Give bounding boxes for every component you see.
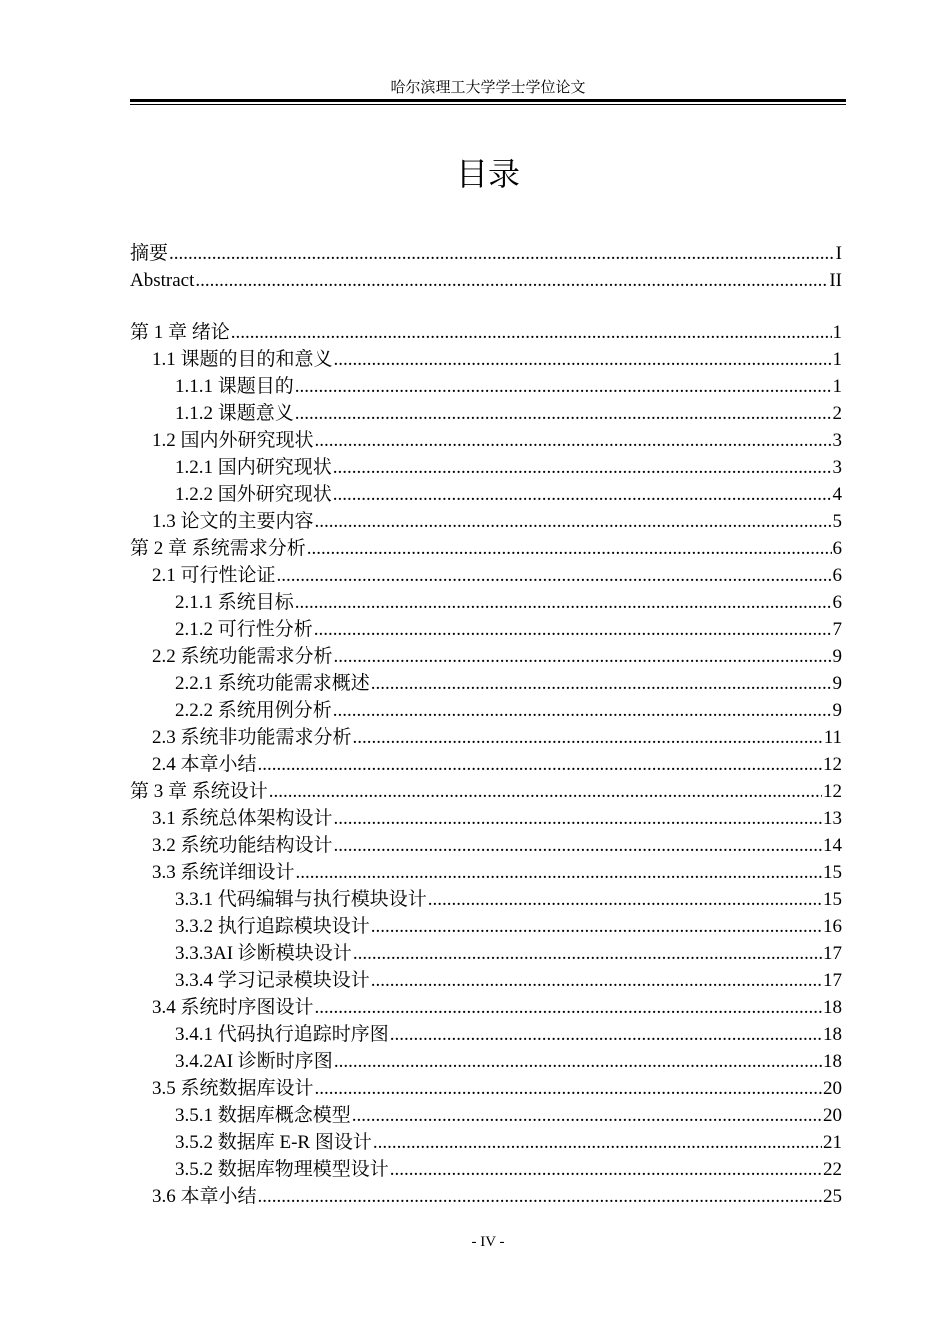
toc-entry-label: 3.1 系统总体架构设计 [152,808,333,829]
toc-entry-page: I [835,243,842,264]
toc-entry[interactable] [152,724,842,751]
dot-leader [295,589,832,616]
toc-entry-page: 2 [832,403,842,424]
dot-leader [333,454,832,481]
toc-entry-page: 3 [832,457,842,478]
toc-entry[interactable] [175,400,842,427]
toc-entry-label: 2.1 可行性论证 [152,565,276,586]
toc-entry-page: 17 [823,943,842,964]
toc-entry-label: 2.1.2 可行性分析 [175,619,313,640]
dot-leader [371,913,822,940]
dot-leader [314,616,832,643]
toc-entry-page: 12 [823,781,842,802]
toc-entry-label: 3.3.3AI 诊断模块设计 [175,943,352,964]
toc-entry-page: 3 [832,430,842,451]
toc-entry-page: 11 [823,727,842,748]
dot-leader [169,240,835,267]
dot-leader [307,535,832,562]
toc-entry-page: 5 [832,511,842,532]
toc-entry-page: 9 [832,673,842,694]
toc-entry-label: 2.2.1 系统功能需求概述 [175,673,370,694]
toc-entry[interactable] [152,859,842,886]
dot-leader [334,805,822,832]
toc-entry-label: 1.3 论文的主要内容 [152,511,314,532]
dot-leader [295,373,832,400]
toc-entry-label: 3.3.2 执行追踪模块设计 [175,916,370,937]
dot-leader [315,508,832,535]
dot-leader [371,670,832,697]
toc-entry-label: 第 3 章 系统设计 [130,781,268,802]
toc-entry[interactable] [152,994,842,1021]
toc-entry-page: 1 [832,349,842,370]
toc-entry-page: 25 [823,1186,842,1207]
dot-leader [352,1102,822,1129]
toc-entry-label: 2.1.1 系统目标 [175,592,294,613]
toc-entry-page: 12 [823,754,842,775]
dot-leader [315,1075,822,1102]
dot-leader [269,778,822,805]
toc-entry-page: 9 [832,646,842,667]
toc-entry-label: 3.6 本章小结 [152,1186,257,1207]
toc-entry[interactable] [175,670,842,697]
toc-entry-label: 3.3.4 学习记录模块设计 [175,970,370,991]
toc-entry[interactable] [175,589,842,616]
toc-entry[interactable] [152,346,842,373]
toc-entry[interactable] [175,886,842,913]
page-number: - IV - [471,1234,505,1250]
toc-entry-label: 3.3.1 代码编辑与执行模块设计 [175,889,427,910]
dot-leader [333,697,832,724]
toc-entry-label: 摘要 [130,243,169,264]
toc-entry[interactable] [175,454,842,481]
toc-entry-page: 6 [832,565,842,586]
toc-entry-page: 20 [823,1078,842,1099]
toc-entry-label: 1.1.2 课题意义 [175,403,294,424]
toc-entry-page: 13 [823,808,842,829]
toc-entry-label: 1.1.1 课题目的 [175,376,294,397]
toc-entry[interactable] [152,1183,842,1210]
dot-leader [258,1183,822,1210]
dot-leader [353,940,822,967]
toc-entry-label: 3.5.1 数据库概念模型 [175,1105,351,1126]
toc-entry-label: 2.2.2 系统用例分析 [175,700,332,721]
toc-entry[interactable] [175,373,842,400]
dot-leader [353,724,823,751]
toc-entry-label: 1.2 国内外研究现状 [152,430,314,451]
toc-entry-label: 3.5.2 数据库物理模型设计 [175,1159,389,1180]
toc-entry-page: 7 [832,619,842,640]
header-rule-thin [130,104,846,105]
toc-entry[interactable] [152,562,842,589]
toc-entry-label: 2.3 系统非功能需求分析 [152,727,352,748]
dot-leader [390,1021,822,1048]
toc-entry[interactable] [175,697,842,724]
toc-entry[interactable] [175,1156,842,1183]
toc-entry[interactable] [130,778,842,805]
dot-leader [428,886,822,913]
toc-entry[interactable] [175,1129,842,1156]
toc-entry[interactable] [175,1048,842,1075]
dot-leader [390,1156,822,1183]
toc-entry[interactable] [152,832,842,859]
toc-title: 目录 [455,155,520,193]
dot-leader [258,751,822,778]
toc-entry[interactable] [152,805,842,832]
toc-entry-page: 9 [832,700,842,721]
dot-leader [296,859,822,886]
toc-entry-label: Abstract [130,270,195,291]
toc-entry-page: 21 [823,1132,842,1153]
toc-entry-page: 18 [823,1024,842,1045]
toc-entry[interactable] [175,1102,842,1129]
dot-leader [277,562,832,589]
toc-entry-page: 20 [823,1105,842,1126]
dot-leader [315,427,832,454]
header-rule-thick [130,99,846,102]
toc-entry-label: 2.4 本章小结 [152,754,257,775]
toc-entry-label: 3.2 系统功能结构设计 [152,835,333,856]
toc-entry[interactable] [130,267,842,294]
toc-entry-label: 2.2 系统功能需求分析 [152,646,333,667]
toc-entry-page: 1 [832,322,842,343]
toc-entry-label: 第 1 章 绪论 [130,322,230,343]
dot-leader [373,1129,822,1156]
toc-entry-label: 1.2.1 国内研究现状 [175,457,332,478]
dot-leader [334,346,832,373]
toc-entry[interactable] [175,913,842,940]
toc-entry-page: 14 [823,835,842,856]
toc-entry[interactable] [152,508,842,535]
toc-entry[interactable] [175,940,842,967]
dot-leader [334,832,822,859]
toc-entry-page: 15 [823,862,842,883]
dot-leader [231,319,832,346]
toc-entry[interactable] [130,240,842,267]
running-header: 哈尔滨理工大学学士学位论文 [390,80,586,96]
toc-entry-page: 17 [823,970,842,991]
toc-entry-label: 3.4.2AI 诊断时序图 [175,1051,333,1072]
toc-entry-label: 3.5 系统数据库设计 [152,1078,314,1099]
toc-entry[interactable] [175,967,842,994]
toc-entry-page: 22 [823,1159,842,1180]
dot-leader [295,400,832,427]
dot-leader [334,643,832,670]
toc-entry-page: 18 [823,1051,842,1072]
toc-entry[interactable] [130,319,842,346]
dot-leader [334,1048,822,1075]
dot-leader [371,967,822,994]
dot-leader [333,481,832,508]
toc-entry-page: 4 [832,484,842,505]
toc-entry-page: 16 [823,916,842,937]
toc-entry[interactable] [152,1075,842,1102]
toc-entry-page: II [829,270,842,291]
toc-entry[interactable] [130,535,842,562]
toc-entry-label: 3.5.2 数据库 E-R 图设计 [175,1132,372,1153]
toc-entry-label: 3.4 系统时序图设计 [152,997,314,1018]
toc-entry-page: 1 [832,376,842,397]
toc-entry-page: 18 [823,997,842,1018]
toc-entry-page: 15 [823,889,842,910]
toc-entry-page: 6 [832,538,842,559]
toc-entry[interactable] [152,751,842,778]
toc-entry[interactable] [175,481,842,508]
toc-entry-page: 6 [832,592,842,613]
toc-entry-label: 1.2.2 国外研究现状 [175,484,332,505]
toc-entry[interactable] [152,643,842,670]
dot-leader [195,267,828,294]
dot-leader [315,994,822,1021]
toc-entry-label: 第 2 章 系统需求分析 [130,538,306,559]
toc-entry-label: 3.3 系统详细设计 [152,862,295,883]
toc-entry-label: 3.4.1 代码执行追踪时序图 [175,1024,389,1045]
toc-entry[interactable] [175,616,842,643]
toc-entry-label: 1.1 课题的目的和意义 [152,349,333,370]
toc-entry[interactable] [175,1021,842,1048]
toc-entry[interactable] [152,427,842,454]
